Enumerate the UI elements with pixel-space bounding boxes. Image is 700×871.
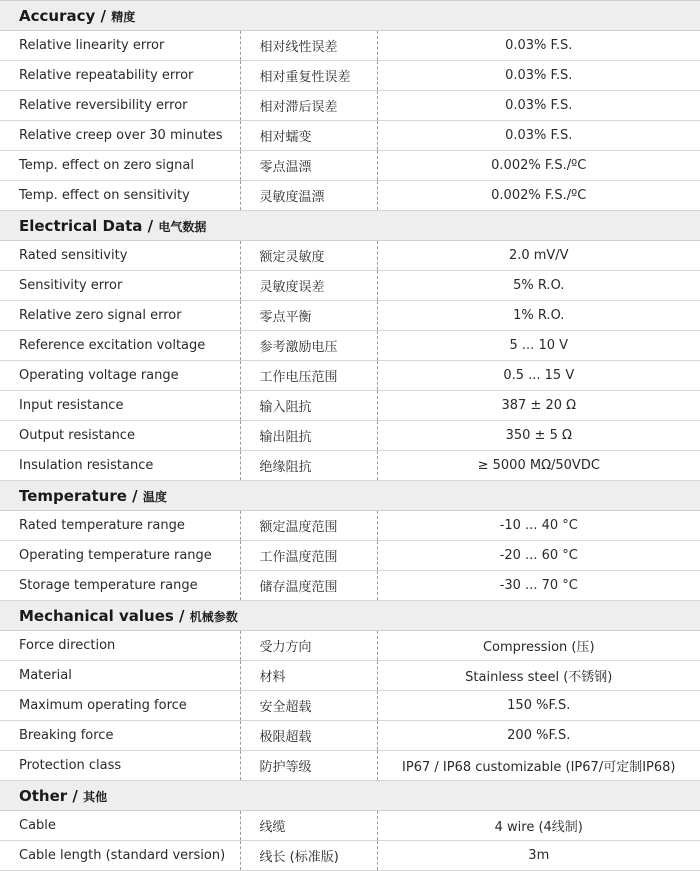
table-row [0, 331, 700, 361]
table-row [0, 691, 700, 721]
parameter-name-cn: 材料 [240, 661, 377, 691]
parameter-value: 150 %F.S. [377, 691, 700, 721]
section-title-cn: 机械参数 [189, 609, 238, 624]
parameter-name-cn: 灵敏度误差 [240, 271, 377, 301]
parameter-name-en: Sensitivity error [0, 271, 240, 301]
parameter-name-en: Breaking force [0, 721, 240, 751]
table-row [0, 511, 700, 541]
parameter-name-en: Rated temperature range [0, 511, 240, 541]
section-title-separator: / [142, 216, 159, 235]
parameter-value: -10 ... 40 °C [377, 511, 700, 541]
parameter-value: Stainless steel (不锈钢) [377, 661, 700, 691]
table-row [0, 121, 700, 151]
parameter-value: 200 %F.S. [377, 721, 700, 751]
parameter-name-en: Reference excitation voltage [0, 331, 240, 361]
section-header-other [0, 781, 700, 811]
table-row [0, 661, 700, 691]
parameter-name-cn: 线缆 [240, 811, 377, 841]
section-title-en: Electrical Data [19, 216, 143, 235]
section-title [0, 1, 700, 31]
parameter-name-en: Force direction [0, 631, 240, 661]
parameter-value: 5 ... 10 V [377, 331, 700, 361]
parameter-value: 4 wire (4线制) [377, 811, 700, 841]
parameter-value: ≥ 5000 MΩ/50VDC [377, 451, 700, 481]
section-title [0, 211, 700, 241]
parameter-name-en: Operating temperature range [0, 541, 240, 571]
section-title [0, 601, 700, 631]
section-header-accuracy [0, 1, 700, 31]
section-header-electrical-data [0, 211, 700, 241]
parameter-value: 387 ± 20 Ω [377, 391, 700, 421]
parameter-name-en: Operating voltage range [0, 361, 240, 391]
parameter-value: -20 ... 60 °C [377, 541, 700, 571]
table-row [0, 361, 700, 391]
parameter-name-cn: 零点平衡 [240, 301, 377, 331]
section-title-en: Temperature [19, 486, 127, 505]
section-title-cn: 精度 [111, 9, 136, 24]
section-title-separator: / [173, 606, 190, 625]
parameter-name-cn: 极限超载 [240, 721, 377, 751]
parameter-value: 350 ± 5 Ω [377, 421, 700, 451]
parameter-name-en: Output resistance [0, 421, 240, 451]
table-row [0, 31, 700, 61]
table-row [0, 571, 700, 601]
section-title [0, 781, 700, 811]
parameter-name-cn: 输出阻抗 [240, 421, 377, 451]
table-row [0, 541, 700, 571]
section-title-separator: / [67, 786, 84, 805]
parameter-value: 0.5 ... 15 V [377, 361, 700, 391]
section-title-cn: 电气数据 [158, 219, 207, 234]
parameter-name-en: Temp. effect on zero signal [0, 151, 240, 181]
table-row [0, 841, 700, 871]
table-row [0, 271, 700, 301]
section-header-mechanical-values [0, 601, 700, 631]
parameter-name-en: Rated sensitivity [0, 241, 240, 271]
parameter-name-cn: 安全超载 [240, 691, 377, 721]
parameter-name-en: Storage temperature range [0, 571, 240, 601]
parameter-name-en: Insulation resistance [0, 451, 240, 481]
parameter-name-en: Relative repeatability error [0, 61, 240, 91]
parameter-value: -30 ... 70 °C [377, 571, 700, 601]
parameter-value: 0.03% F.S. [377, 121, 700, 151]
table-row [0, 301, 700, 331]
parameter-name-cn: 额定灵敏度 [240, 241, 377, 271]
table-row [0, 181, 700, 211]
parameter-name-en: Input resistance [0, 391, 240, 421]
parameter-name-cn: 相对滞后误差 [240, 91, 377, 121]
section-title-cn: 温度 [142, 489, 167, 504]
parameter-value: 0.03% F.S. [377, 61, 700, 91]
parameter-value: 0.03% F.S. [377, 91, 700, 121]
table-row [0, 451, 700, 481]
section-title [0, 481, 700, 511]
parameter-name-en: Relative creep over 30 minutes [0, 121, 240, 151]
section-header-temperature [0, 481, 700, 511]
section-title-separator: / [95, 6, 112, 25]
parameter-value: 0.002% F.S./ºC [377, 181, 700, 211]
section-title-separator: / [126, 486, 143, 505]
parameter-name-cn: 工作温度范围 [240, 541, 377, 571]
parameter-value: 3m [377, 841, 700, 871]
parameter-name-cn: 线长 (标准版) [240, 841, 377, 871]
parameter-name-en: Temp. effect on sensitivity [0, 181, 240, 211]
section-title-cn: 其他 [83, 789, 108, 804]
parameter-name-en: Relative reversibility error [0, 91, 240, 121]
parameter-name-en: Cable [0, 811, 240, 841]
parameter-name-cn: 零点温漂 [240, 151, 377, 181]
parameter-value: 2.0 mV/V [377, 241, 700, 271]
section-title-en: Other [19, 786, 68, 805]
parameter-value: 5% R.O. [377, 271, 700, 301]
table-row [0, 241, 700, 271]
parameter-name-cn: 受力方向 [240, 631, 377, 661]
parameter-name-cn: 防护等级 [240, 751, 377, 781]
section-title-en: Accuracy [19, 6, 96, 25]
parameter-value: 0.03% F.S. [377, 31, 700, 61]
table-row [0, 721, 700, 751]
parameter-name-en: Maximum operating force [0, 691, 240, 721]
table-row [0, 421, 700, 451]
parameter-name-en: Cable length (standard version) [0, 841, 240, 871]
parameter-value: 0.002% F.S./ºC [377, 151, 700, 181]
parameter-name-en: Protection class [0, 751, 240, 781]
table-row [0, 151, 700, 181]
specifications-table-body [0, 1, 700, 871]
table-row [0, 751, 700, 781]
table-row [0, 811, 700, 841]
parameter-name-cn: 工作电压范围 [240, 361, 377, 391]
parameter-name-cn: 储存温度范围 [240, 571, 377, 601]
parameter-name-cn: 灵敏度温漂 [240, 181, 377, 211]
parameter-name-cn: 相对线性误差 [240, 31, 377, 61]
parameter-name-cn: 相对重复性误差 [240, 61, 377, 91]
table-row [0, 631, 700, 661]
parameter-value: IP67 / IP68 customizable (IP67/可定制IP68) [377, 751, 700, 781]
parameter-name-cn: 绝缘阻抗 [240, 451, 377, 481]
parameter-name-cn: 相对蠕变 [240, 121, 377, 151]
parameter-name-en: Relative linearity error [0, 31, 240, 61]
section-title-en: Mechanical values [19, 606, 174, 625]
parameter-name-en: Material [0, 661, 240, 691]
table-row [0, 61, 700, 91]
parameter-value: Compression (压) [377, 631, 700, 661]
parameter-value: 1% R.O. [377, 301, 700, 331]
table-row [0, 391, 700, 421]
parameter-name-cn: 输入阻抗 [240, 391, 377, 421]
parameter-name-cn: 额定温度范围 [240, 511, 377, 541]
parameter-name-en: Relative zero signal error [0, 301, 240, 331]
table-row [0, 91, 700, 121]
parameter-name-cn: 参考激励电压 [240, 331, 377, 361]
